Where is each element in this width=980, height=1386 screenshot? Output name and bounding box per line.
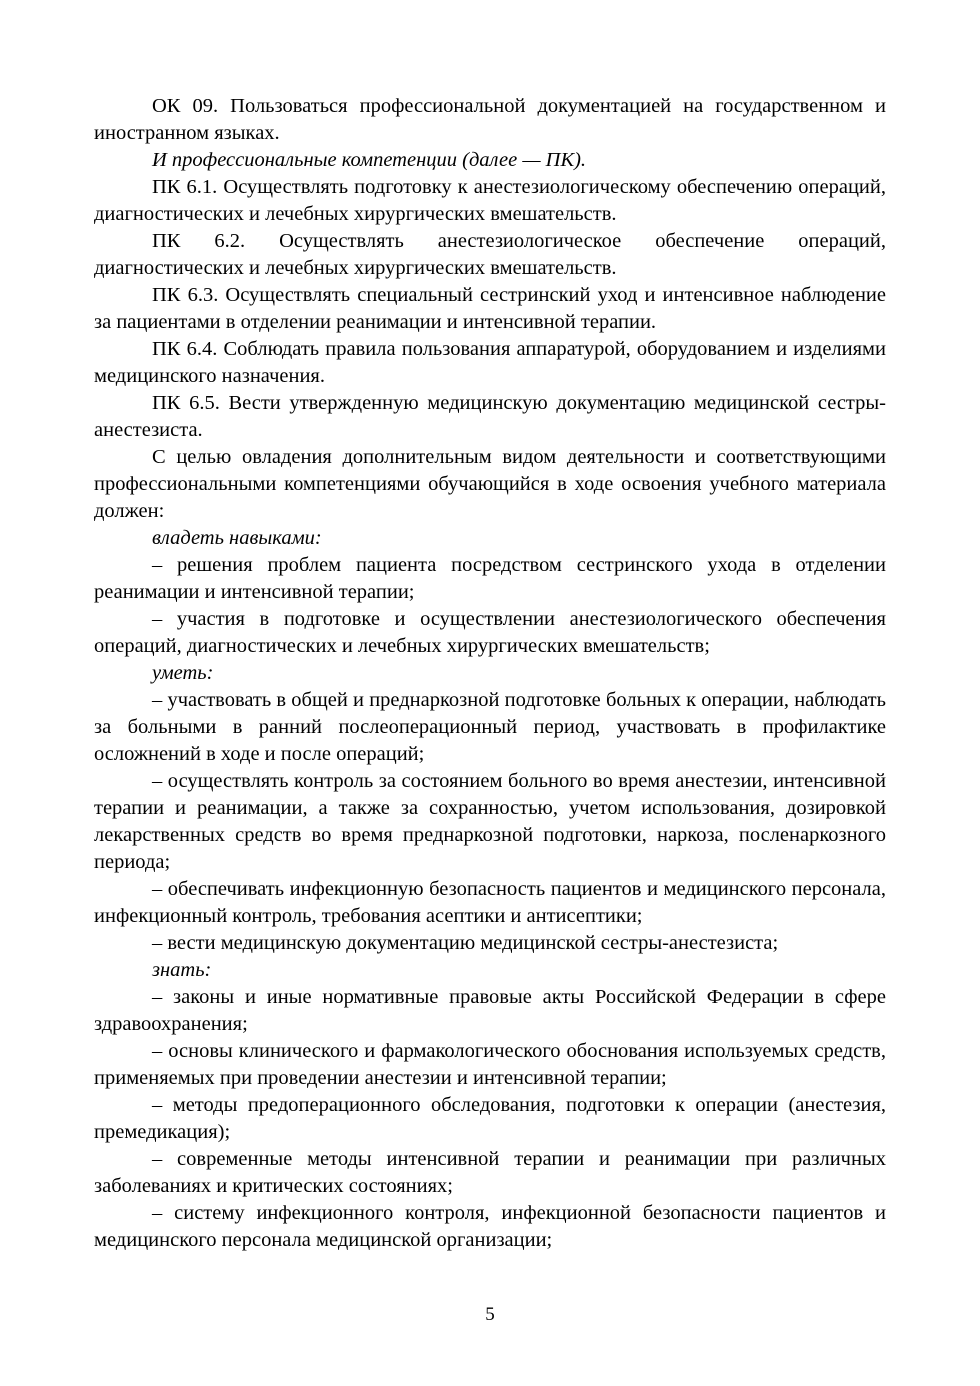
heading-skills: владеть навыками:	[152, 527, 322, 549]
list-item: – современные методы интенсивной терапии и реанимации при различных заболеваниях и критических состояниях;	[94, 1148, 886, 1197]
paragraph-pk-6-2: ПК 6.2. Осуществлять анестезиологическое обеспечение операций, диагностических и лечебных хирургических вмешательств.	[94, 230, 886, 279]
list-item: – участия в подготовке и осуществлении анестезиологического обеспечения операций, диагностических и лечебных хирургических вмешательств;	[94, 608, 886, 657]
list-item: – основы клинического и фармакологического обоснования используемых средств, применяемых при проведении анестезии и интенсивной терапии;	[94, 1040, 886, 1089]
paragraph-goal: С целью овладения дополнительным видом деятельности и соответствующими профессиональными компетенциями обучающийся в ходе освоения учебного материала должен:	[94, 446, 886, 522]
list-item: – решения проблем пациента посредством сестринского ухода в отделении реанимации и интенсивной терапии;	[94, 554, 886, 603]
heading-abilities: уметь:	[152, 662, 214, 684]
list-item: – вести медицинскую документацию медицинской сестры-анестезиста;	[152, 932, 779, 954]
list-item: – участвовать в общей и преднаркозной подготовке больных к операции, наблюдать за больными в ранний послеоперационный период, участвовать в профилактике осложнений в ходе и после операций;	[94, 689, 886, 765]
list-item: – систему инфекционного контроля, инфекционной безопасности пациентов и медицинского персонала медицинской организации;	[94, 1202, 886, 1251]
paragraph-pk-6-4: ПК 6.4. Соблюдать правила пользования аппаратурой, оборудованием и изделиями медицинского назначения.	[94, 338, 886, 387]
list-item: – обеспечивать инфекционную безопасность пациентов и медицинского персонала, инфекционный контроль, требования асептики и антисептики;	[94, 878, 886, 927]
list-item: – осуществлять контроль за состоянием больного во время анестезии, интенсивной терапии и реанимации, а также за сохранностью, учетом использования, дозировкой лекарственных средств во время преднаркозной подготовки, наркоза, посленаркозного периода;	[94, 770, 886, 873]
page-number: 5	[485, 1304, 495, 1325]
paragraph-pk-6-3: ПК 6.3. Осуществлять специальный сестринский уход и интенсивное наблюдение за пациентами в отделении реанимации и интенсивной терапии.	[94, 284, 886, 333]
paragraph-ok09: ОК 09. Пользоваться профессиональной документацией на государственном и иностранном языках.	[94, 95, 886, 144]
paragraph-pk-6-5: ПК 6.5. Вести утвержденную медицинскую документацию медицинской сестры-анестезиста.	[94, 392, 886, 441]
paragraph-pk-6-1: ПК 6.1. Осуществлять подготовку к анестезиологическому обеспечению операций, диагностических и лечебных хирургических вмешательств.	[94, 176, 886, 225]
paragraph-pk-intro: И профессиональные компетенции (далее — ПК).	[152, 149, 587, 171]
list-item: – законы и иные нормативные правовые акты Российской Федерации в сфере здравоохранения;	[94, 986, 886, 1035]
body-text	[94, 93, 886, 1254]
list-item: – методы предоперационного обследования, подготовки к операции (анестезия, премедикация);	[94, 1094, 886, 1143]
heading-knowledge: знать:	[152, 959, 212, 981]
